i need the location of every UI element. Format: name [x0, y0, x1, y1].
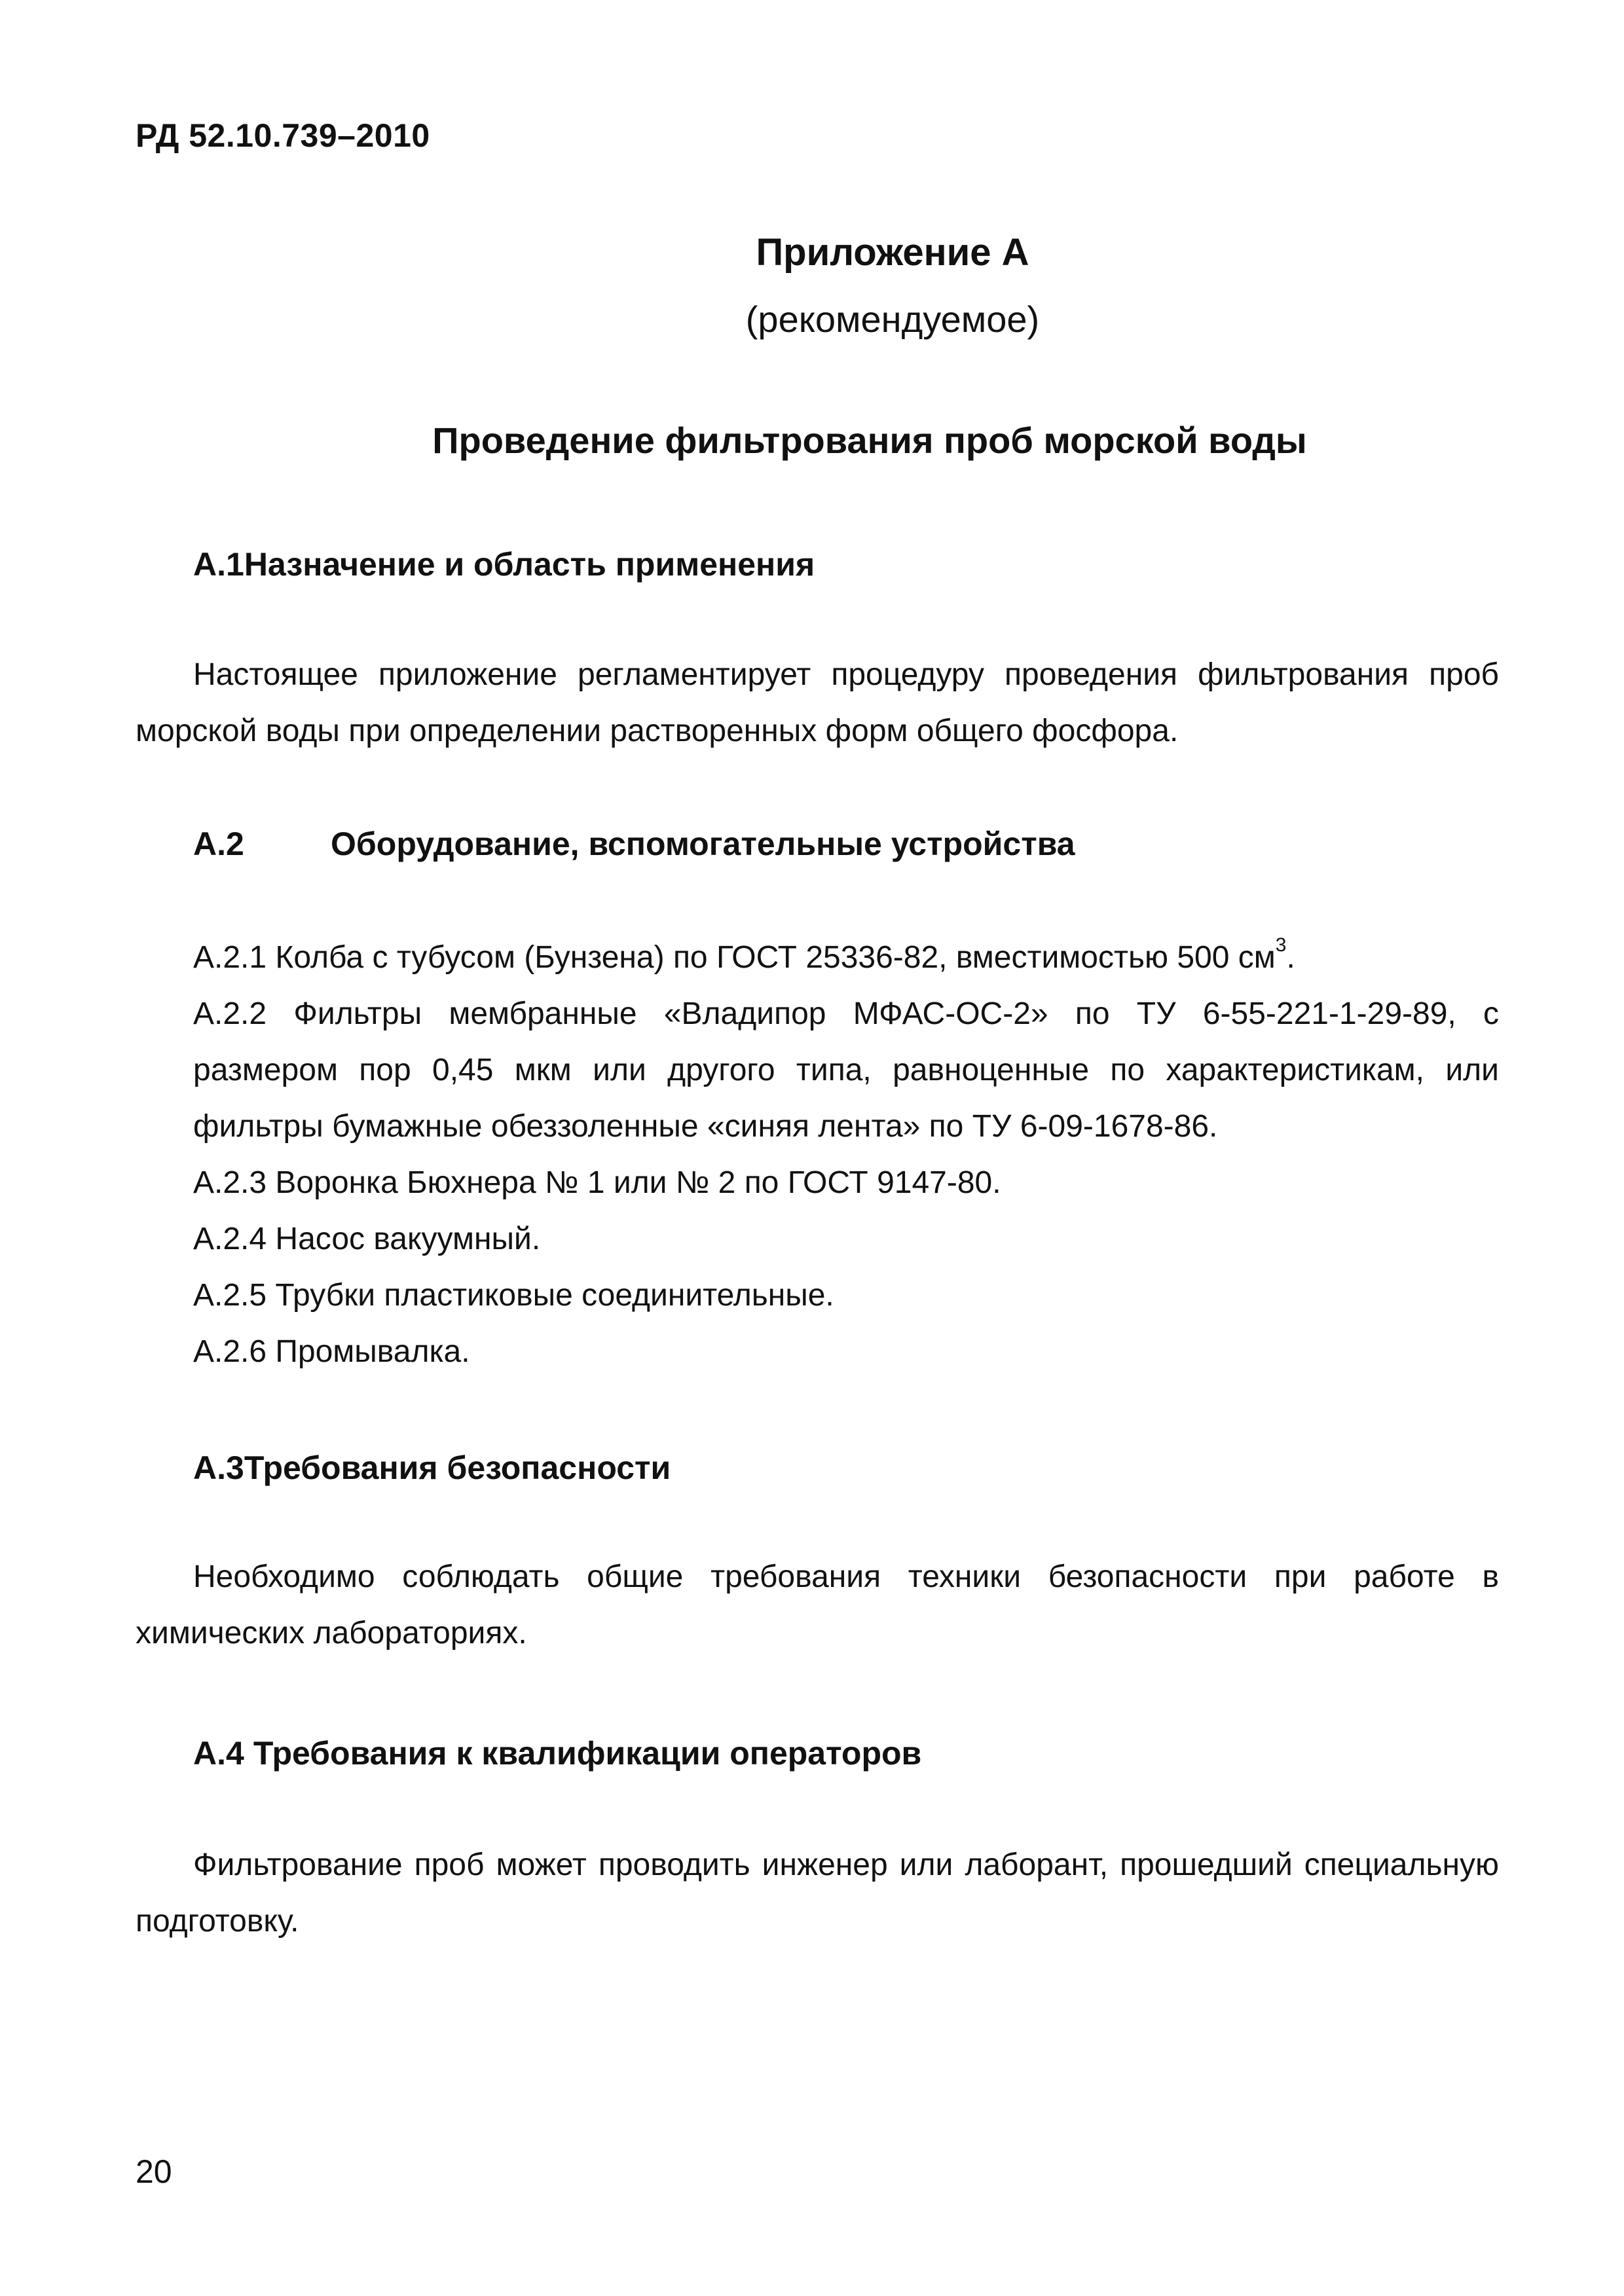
equipment-item-1-text: А.2.1 Колба с тубусом (Бунзена) по ГОСТ 25336-82, вместимостью 500 см	[193, 940, 1276, 975]
section-a4-number: А.4	[193, 1735, 244, 1772]
section-a4-text: Фильтрование проб может проводить инженер или лаборант, прошедший специальную подготовку.	[136, 1848, 1499, 1939]
page-number: 20	[136, 2153, 172, 2190]
section-a3-heading	[193, 1449, 671, 1487]
equipment-item-1-superscript: 3	[1275, 934, 1287, 956]
equipment-item-2: А.2.2 Фильтры мембранные «Владипор МФАС-ОС-2» по ТУ 6-55-221-1-29-89, с размером пор 0,45 мкм или другого типа, равноценные по характеристикам, или	[193, 996, 1499, 1087]
equipment-item-5: А.2.5 Трубки пластиковые соединительные.	[193, 1278, 834, 1313]
section-a3-number: А.3	[193, 1449, 244, 1486]
section-a2-number: А.2	[193, 826, 244, 862]
equipment-item-1	[193, 930, 1499, 986]
equipment-item-3: А.2.3 Воронка Бюхнера № 1 или № 2 по ГОСТ 9147-80.	[193, 1165, 1001, 1200]
section-a2-heading	[193, 825, 1075, 863]
section-a1-text: Настоящее приложение регламентирует процедуру проведения фильтрования проб морской воды при определении растворенных форм общего фосфора.	[136, 657, 1499, 748]
section-a1-number: А.1	[193, 546, 244, 583]
section-a1-heading	[193, 545, 815, 583]
section-a4-heading	[193, 1734, 921, 1772]
equipment-item-4: А.2.4 Насос вакуумный.	[193, 1222, 541, 1256]
appendix-title: Приложение А	[756, 231, 1029, 274]
appendix-subtitle: (рекомендуемое)	[745, 299, 1040, 340]
equipment-item-6: А.2.6 Промывалка.	[193, 1334, 470, 1369]
section-a1-title: Назначение и область применения	[244, 546, 815, 583]
section-a3-text: Необходимо соблюдать общие требования техники безопасности при работе в химических лабораториях.	[136, 1559, 1499, 1650]
equipment-item-2-continuation: фильтры бумажные обеззоленные «синяя лента» по ТУ 6-09-1678-86.	[193, 1109, 1218, 1144]
appendix-main-title: Проведение фильтрования проб морской воды	[432, 420, 1307, 461]
section-a4-title: Требования к квалификации операторов	[253, 1735, 922, 1772]
section-a2-title: Оборудование, вспомогательные устройства	[331, 826, 1075, 862]
equipment-item-1-end: .	[1286, 940, 1295, 975]
section-a3-title: Требования безопасности	[244, 1449, 671, 1486]
document-code: РД 52.10.739–2010	[136, 117, 430, 154]
